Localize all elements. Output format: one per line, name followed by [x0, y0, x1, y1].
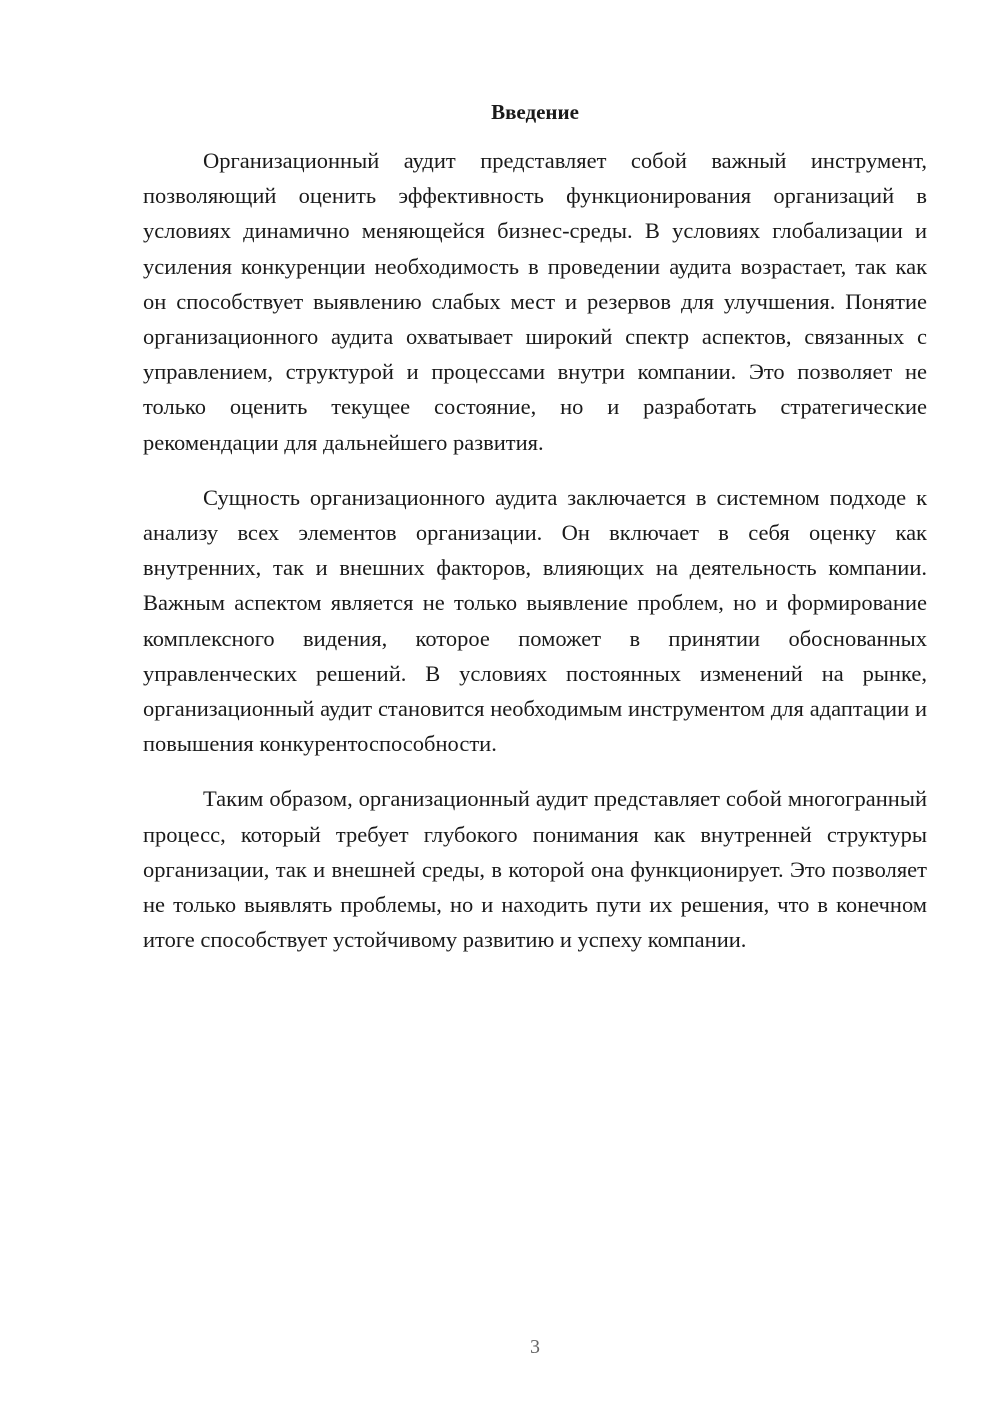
page-number: 3	[530, 1336, 540, 1358]
paragraph-1: Организационный аудит представляет собой важный инструмент, позволяющий оценить эффективность функционирования организаций в условиях динамично меняющейся бизнес-среды. В условиях глобализации и усиления конкуренции необходимость в проведении аудита возрастает, так как он способствует выявлению слабых мест и резервов для улучшения. Понятие организационного аудита охватывает широкий спектр аспектов, связанных с управлением, структурой и процессами внутри компании. Это позволяет не только оценить текущее состояние, но и разработать стратегические рекомендации для дальнейшего развития.	[143, 148, 927, 455]
paragraph-3: Таким образом, организационный аудит представляет собой многогранный процесс, который требует глубокого понимания как внутренней структуры организации, так и внешней среды, в которой она функционирует. Это позволяет не только выявлять проблемы, но и находить пути их решения, что в конечном итоге способствует устойчивому развитию и успеху компании.	[143, 786, 927, 953]
section-heading: Введение	[491, 100, 579, 124]
body-text	[143, 143, 927, 977]
paragraph-2: Сущность организационного аудита заключается в системном подходе к анализу всех элементов организации. Он включает в себя оценку как внутренних, так и внешних факторов, влияющих на деятельность компании. Важным аспектом является не только выявление проблем, но и формирование комплексного видения, которое поможет в принятии обоснованных управленческих решений. В условиях постоянных изменений на рынке, организационный аудит становится необходимым инструментом для адаптации и повышения конкурентоспособности.	[143, 484, 927, 757]
